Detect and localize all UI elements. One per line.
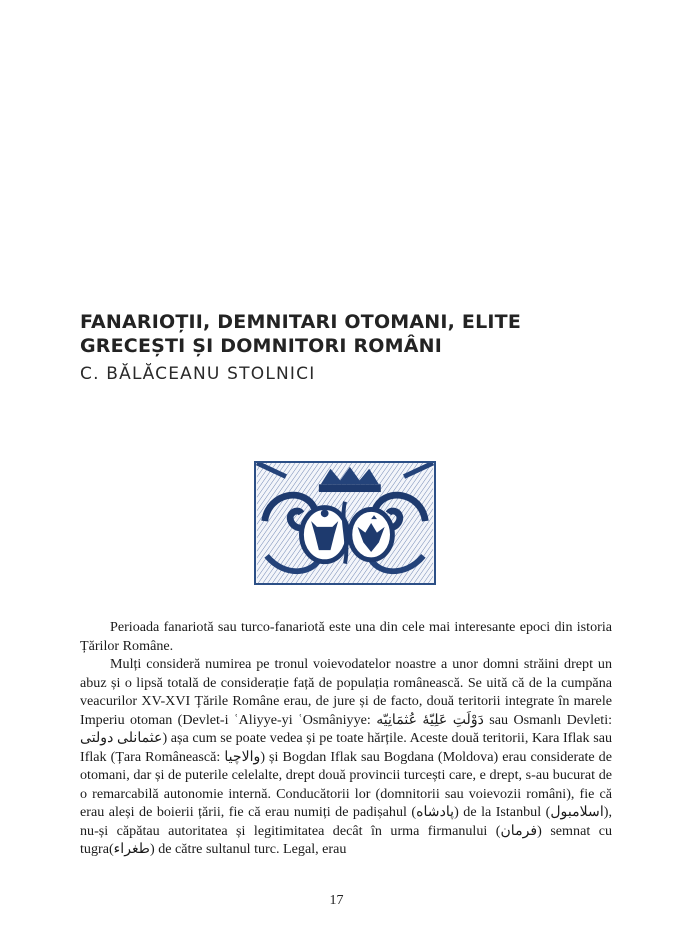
body-paragraph-2: Mulți consideră numirea pe tronul voievodatelor noastre a unor domni străini drept un abuz și o lipsă totală de considerație față de populația românească. Se uită că de la cumpăna veacurilor XV-XVI Țările Române erau, de jure și de facto, două teritorii integrate în marele Imperiu otoman (Devlet-i ʿAliyye-yi ʿOsmâniyye: دَوْلَتِ عَلِيّهٔ عُثمَانِیّه sau Osmanlı Devleti: عثمانلى دولتى) așa cum se poate vedea și pe toate hărțile. Aceste două teritorii, Kara Iflak sau Iflak (Țara Românească: والاچيا) și Bogdan Iflak sau Bogdana (Moldova) erau considerate de otomani, dar și de puterile celelalte, drept două provincii turcești care, e drept, s-au bucurat de o remarcabilă autonomie internă. Conducătorii lor (domnitorii sau voievozii români), fie că erau aleși de boierii țării, fie că erau numiți de padișahul (پادشاه) de la Istanbul (اسلامبول), nu-și căpătau autoritatea și legitimitatea decât în urma firmanului (فرمان) semnat cu tugra(طغراء) de către sultanul turc. Legal, erau xyxy=(80,656,613,857)
coat-of-arms-illustration xyxy=(254,461,436,585)
article-title-line-1: FANARIOȚII, DEMNITARI OTOMANI, ELITE xyxy=(80,311,521,333)
article-title-line-2: GRECEȘTI ȘI DOMNITORI ROMÂNI xyxy=(80,335,443,357)
article-title xyxy=(80,310,600,358)
page-number: 17 xyxy=(329,893,344,908)
coat-of-arms-icon xyxy=(256,463,434,583)
article-body xyxy=(80,618,612,859)
body-paragraph-1: Perioada fanariotă sau turco-fanariotă este una din cele mai interesante epoci din istoria Țărilor Române. xyxy=(80,619,612,654)
article-author: C. BĂLĂCEANU STOLNICI xyxy=(80,364,316,384)
